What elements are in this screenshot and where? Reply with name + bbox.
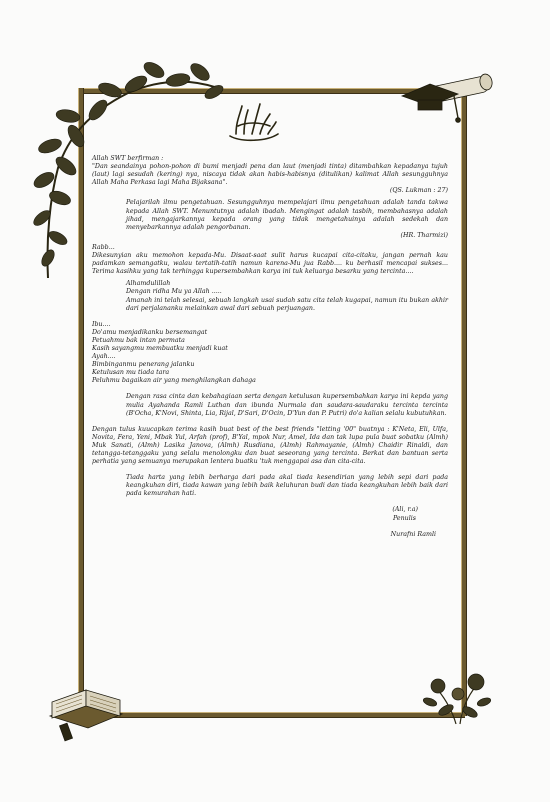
- poem-line: Kasih sayangmu membuatku menjadi kuat: [92, 344, 228, 352]
- poem-line: Bimbinganmu penerang jalanku: [92, 361, 195, 369]
- graduation-cap-scroll-icon: [396, 66, 496, 136]
- poem-line: Petuahmu bak intan permata: [92, 336, 185, 344]
- dedication-text-area: [92, 155, 448, 539]
- poem-line: Ibu....: [92, 320, 111, 328]
- quran-quote: "Dan seandainya pohon-pohon di bumi menjadi pena dan laut (menjadi tinta) ditambahkan kepadanya tujuh (laut) lagi sesudah (kering) nya, niscaya tidak akan habis-habisnya (ditulikan) kalimat Allah sesungguhnya Allah Maha Perkasa lagi Maha Bijaksana".: [92, 163, 448, 187]
- alhamdulillah-heading: Alhamdulillah: [126, 280, 171, 288]
- author-name: Nurafni Ramli: [390, 530, 436, 538]
- frame-right-border: [461, 88, 467, 716]
- family-dedication: Dengan rasa cinta dan kebahagiaan serta dengan ketulusan kupersembahkan karya ini kepda yang mulia Ayahanda Ramli Luthan dan ibunda Nurmala dan saudara-saudaraku tercinta tercinta (B'Ocha, K'Novi, Shinta, Lia, Rijal, D'Sari, D'Ocin, D'Yun dan P. Putri) do'a kalian selalu kubutuhkan.: [126, 393, 448, 417]
- poem-line: Ketulusan mu tiada tara: [92, 369, 170, 377]
- hadith-source: (HR. Tharmizi): [400, 231, 448, 239]
- quote-intro: Allah SWT berfirman :: [92, 155, 164, 162]
- poem-line: Ayah....: [92, 353, 116, 361]
- hadith-quote: Pelajarilah ilmu pengetahuan. Sesungguhnya mempelajari ilmu pengetahuan adalah tanda takwa kepada Allah SWT. Menuntutnya adalah ibadah. Mengingat adalah tasbih, membahasnya adalah jihad, mengajarkannya kepada orang yang tidak mengetahuinya adalah sedekah dan menyebarkannya adalah pengorbanan.: [126, 199, 448, 231]
- flower-bouquet-icon: [416, 664, 496, 730]
- poem-line: Peluhmu bagaikan air yang menghilangkan dahaga: [92, 377, 256, 385]
- closing-source: (Ali, r.a): [392, 506, 418, 514]
- calligraphy-ornament-icon: [226, 100, 282, 144]
- closing-quote: Tiada harta yang lebih berharga dari pada akal tiada kesendirian yang lebih sepi dari pada keangkuhan diri, tiada kawan yang lebih baik keluhuran budi dan tiada keangkuhan lebih baik dari pada kemurahan hati.: [126, 474, 448, 498]
- prayer-text: Dikesunyian aku memohon kepada-Mu. Disaat-saat sulit harus kucapai cita-citaku, jangan pernah kau padamkan semangatku, walau tertatih-tatih namun karena-Mu jua Rabb.... ku berhasil mencapai sukses... Terima kasihku yang tak terhingga kupersembahkan karya ini tuk keluarga besarku yang tercinta....: [92, 252, 448, 276]
- friends-thanks: Dengan tulus kuucapkan terima kasih buat best of the best friends "letting '00" buatnya : K'Neta, Eli, Ulfa, Novita, Fera, Yeni, Mbak Yul, Arfah (prof), B'Yal, mpok Nur, Amel, Ida dan tak lupa pula buat sobatku (Almh) Muk Sanati, (Almh) Lasika Janova, (Almh) Rusdiana, (Almh) Rahmayanie, (Almh) Chaidir Rinaldi, dan tetangga-tetanggaku yang selalu menolongku dan buat seseorang yang tercinta. Berkat dan bantuan serta perhatia yang semuanya merupakan lentera buatku 'tuk menggapai asa dan cita-cita.: [92, 425, 448, 466]
- alhamdulillah-line: Dengan ridha Mu ya Allah .....: [126, 288, 222, 296]
- book-scroll-icon: [44, 676, 134, 742]
- alhamdulillah-text: Amanah ini telah selesai, sebuah langkah usai sudah satu cita telah kugapai, namun itu bukan akhir dari perjalananku melainkan awal dari sebuah perjuangan.: [126, 296, 448, 312]
- prayer-heading: Rabb...: [92, 243, 115, 251]
- author-label: Penulis: [392, 514, 416, 522]
- frame-bottom-border: [80, 712, 465, 718]
- quran-source: (QS. Lukman : 27): [389, 187, 448, 195]
- poem-line: Do'amu menjadikanku bersemangat: [92, 328, 208, 336]
